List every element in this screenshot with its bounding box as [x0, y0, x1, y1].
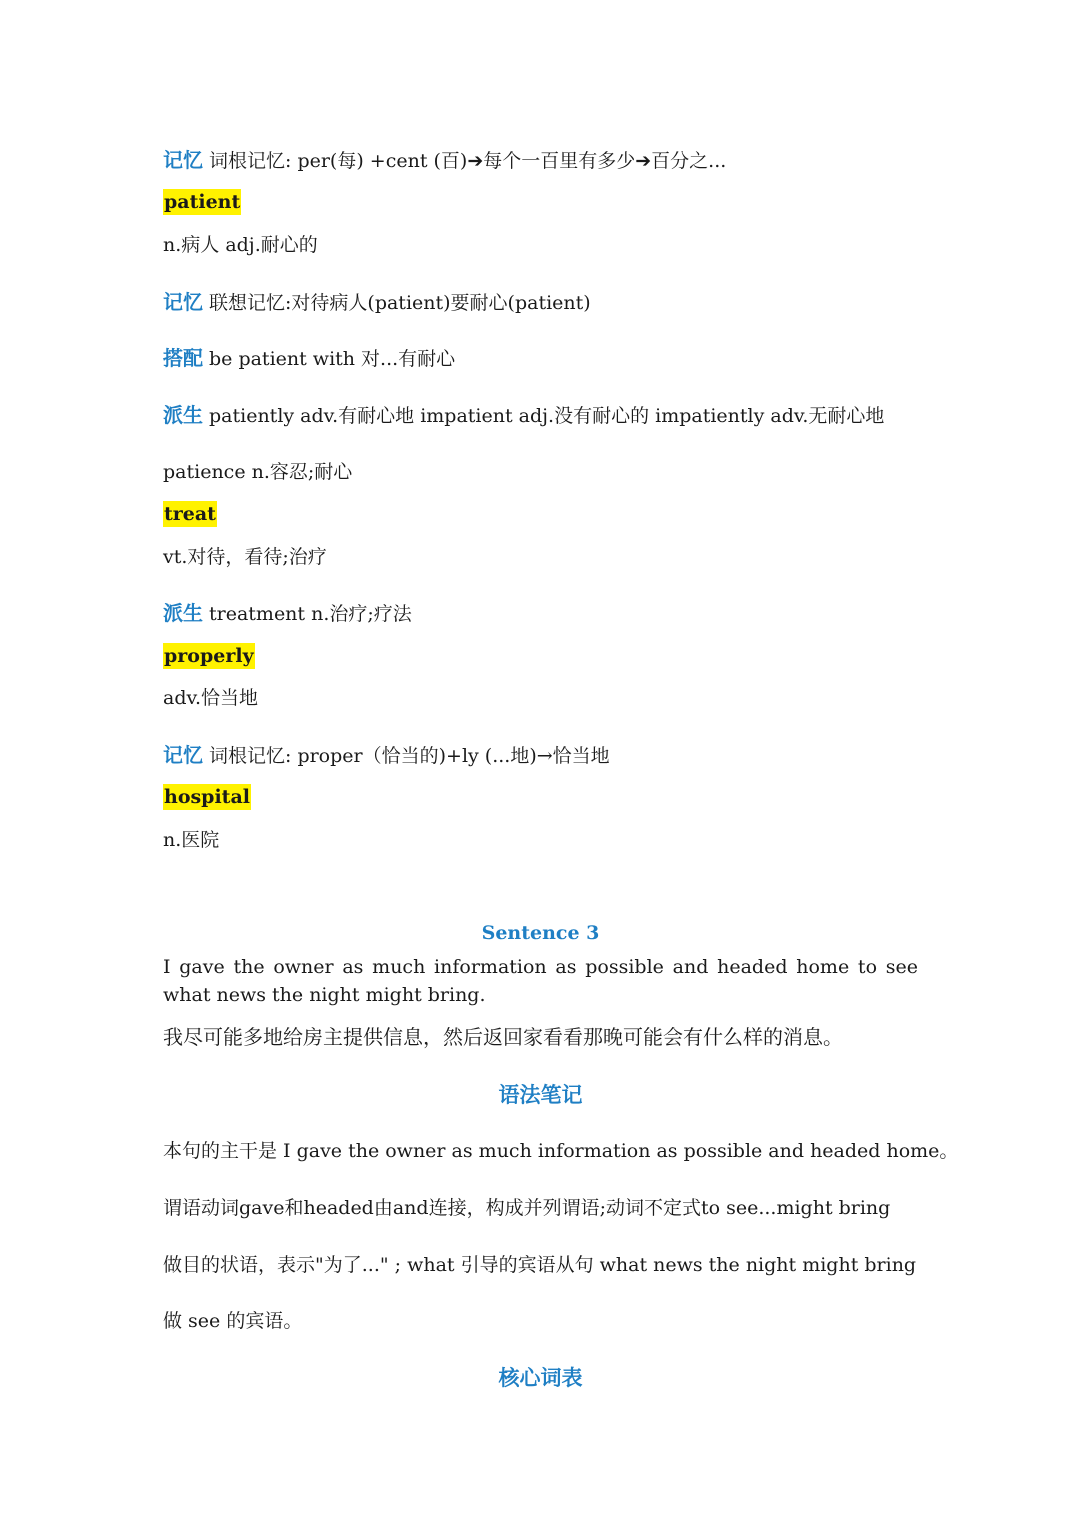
memory-note-patient — [163, 289, 591, 316]
derivation-text: patiently adv.有耐心地 impatient adj.没有耐心的 impatiently adv.无耐心地 — [209, 405, 885, 427]
grammar-notes-title: 语法笔记 — [498, 1083, 583, 1107]
grammar-paragraph-2: 谓语动词gave和headed由and连接，构成并列谓语;动词不定式to see...might bring — [163, 1197, 891, 1219]
memory-tag: 记忆 — [163, 290, 203, 314]
sentence-title: Sentence 3 — [481, 922, 600, 944]
collocation-patient — [163, 345, 455, 372]
derivation-tag: 派生 — [163, 403, 203, 427]
memory-text: 联想记忆:对待病人(patient)要耐心(patient) — [209, 292, 591, 314]
memory-tag: 记忆 — [163, 148, 203, 172]
memory-text: 词根记忆: proper（恰当的)+ly (...地)→恰当地 — [209, 745, 610, 767]
memory-note-properly — [163, 742, 610, 769]
derivation-treat — [163, 600, 412, 627]
definition-properly: adv.恰当地 — [163, 687, 259, 709]
definition-hospital: n.医院 — [163, 829, 220, 851]
core-vocab-title: 核心词表 — [498, 1366, 583, 1390]
sentence-chinese: 我尽可能多地给房主提供信息，然后返回家看看那晚可能会有什么样的消息。 — [163, 1025, 843, 1049]
grammar-paragraph-1: 本句的主干是 I gave the owner as much information as possible and headed home。 — [163, 1140, 959, 1162]
grammar-paragraph-3: 做目的状语，表示"为了..." ; what 引导的宾语从句 what news the night might bring — [163, 1254, 917, 1276]
vocab-word-hospital: hospital — [164, 786, 250, 808]
memory-tag: 记忆 — [163, 743, 203, 767]
sentence-english: I gave the owner as much information as possible and headed home to see what news the night might bring. — [163, 956, 918, 1006]
derivation-text: treatment n.治疗;疗法 — [209, 603, 412, 625]
derivation-patience: patience n.容忍;耐心 — [163, 461, 353, 483]
definition-treat: vt.对待，看待;治疗 — [163, 546, 327, 568]
vocab-word-patient: patient — [164, 191, 241, 213]
collocation-text: be patient with 对...有耐心 — [209, 348, 456, 370]
derivation-tag: 派生 — [163, 601, 203, 625]
grammar-paragraph-4: 做 see 的宾语。 — [163, 1310, 303, 1332]
memory-text: 词根记忆: per(每) +cent (百)➔每个一百里有多少➔百分之... — [209, 150, 727, 172]
vocab-word-treat: treat — [164, 503, 216, 525]
definition-patient: n.病人 adj.耐心的 — [163, 234, 318, 256]
memory-note-percent — [163, 147, 726, 174]
collocation-tag: 搭配 — [163, 346, 203, 370]
vocab-word-properly: properly — [164, 645, 254, 667]
derivation-patient — [163, 402, 884, 429]
